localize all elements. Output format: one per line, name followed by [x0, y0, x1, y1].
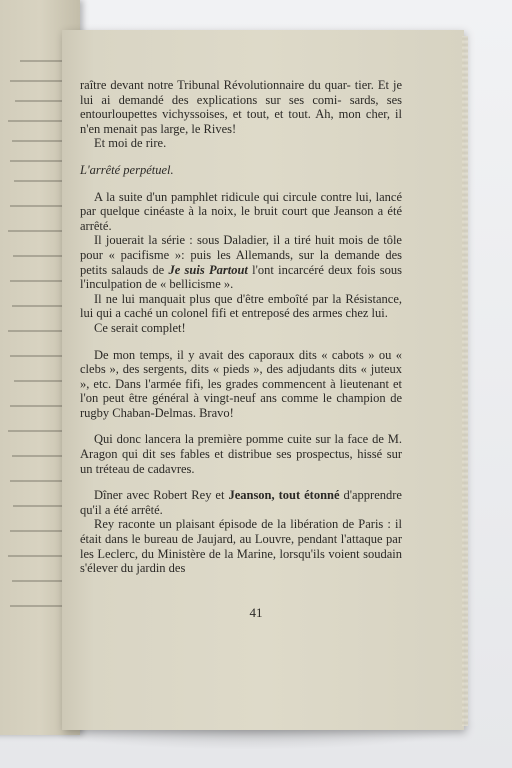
page-text	[80, 78, 402, 576]
paragraph: De mon temps, il y avait des caporaux dits « cabots » ou « clebs », des sergents, dits « pieds », des adjudants dits « juteux », etc. Dans l'armée fifi, les grades commencent à lieutenant et l'on peut être général à vingt-neuf ans comme le champion de rugby Chaban-Delmas. Bravo!	[80, 347, 402, 420]
paragraph: Ce serait complet!	[94, 320, 186, 335]
paragraph	[80, 488, 402, 517]
page-number: 41	[249, 605, 263, 620]
section-heading: L'arrêté perpétuel.	[80, 162, 174, 177]
text-line: raître devant notre Tribunal Révolutionnaire du quar-	[80, 78, 351, 92]
paragraph-continued	[80, 78, 402, 136]
paragraph	[80, 233, 402, 291]
page-deckle-edge	[462, 36, 468, 726]
text-run: Il jouerait la série : sous Daladier, il a tiré huit mois de tôle pour « pacifisme »: puis les Allemands, sur la demande des petits salauds de	[80, 233, 402, 277]
newspaper-title: Je suis Partout	[168, 262, 248, 277]
paragraph: Qui donc lancera la première pomme cuite sur la face de M. Aragon qui dit ses fables et distribue ses prospectus, hissé sur un tréteau de cadavres.	[80, 432, 402, 476]
paragraph: Et moi de rire.	[94, 136, 167, 151]
text-line: Ah, mon cher, il n'en menait pas large, le Rives!	[80, 107, 403, 136]
text-run: Dîner avec Robert Rey et	[94, 488, 229, 503]
text-line: sards, ses entourloupettes vichyssoises, et tout, et tout.	[80, 92, 403, 122]
text-run: l'ont incarcéré deux fois sous l'inculpation de « bellicisme ».	[80, 262, 402, 292]
text-line: tier. Et je lui ai demandé des explications sur ses comi-	[80, 78, 402, 107]
paragraph: A la suite d'un pamphlet ridicule qui circule contre lui, lancé par quelque cinéaste à la noix, le bruit court que Jeanson a été arrêté.	[80, 189, 402, 233]
paragraph: Il ne lui manquait plus que d'être emboîté par la Résistance, lui qui a caché un colonel fifi et entreposé des armes chez lui.	[80, 291, 402, 321]
bold-text: Jeanson, tout étonné	[228, 488, 340, 503]
paragraph: Rey raconte un plaisant épisode de la libération de Paris : il était dans le bureau de Jaujard, au Louvre, pendant l'attaque par les Leclerc, du Ministère de la Marine, lorsqu'ils voient soudain s'élever du jardin des	[80, 517, 402, 576]
text-run: d'apprendre qu'il a été arrêté.	[80, 488, 402, 517]
